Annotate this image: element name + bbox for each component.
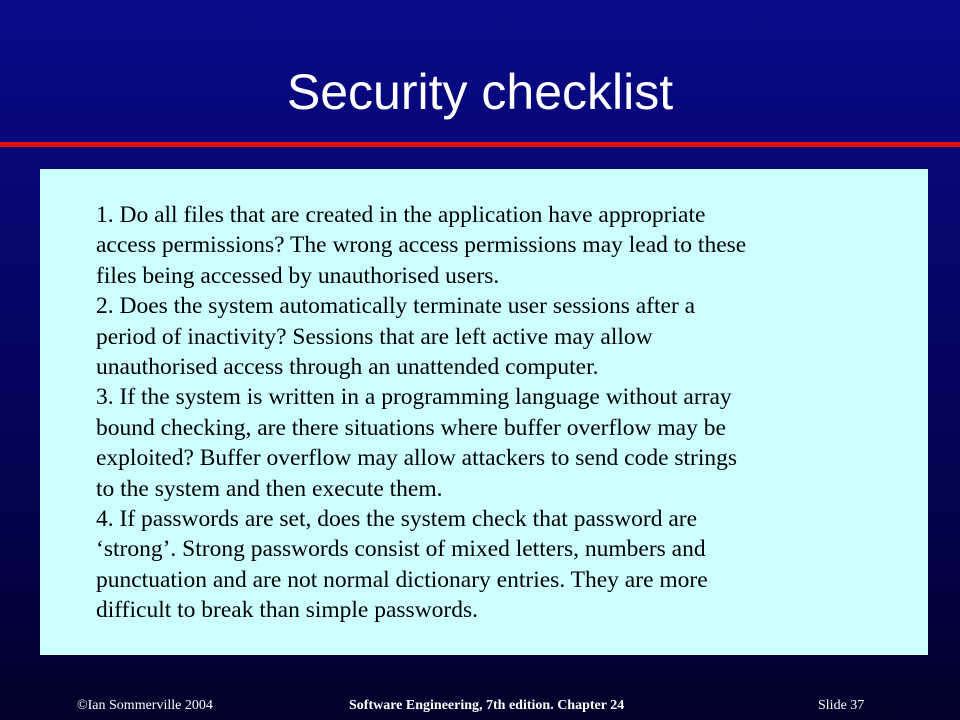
slide-title: Security checklist bbox=[286, 64, 674, 120]
footer-copyright: ©Ian Sommerville 2004 bbox=[77, 698, 213, 713]
checklist-box bbox=[40, 169, 928, 655]
footer-slide-number: Slide 37 bbox=[818, 698, 865, 713]
checklist-text: 1. Do all files that are created in the application have appropriate access permissions? The wrong access permissions may lead to these files being accessed by unauthorised users. 2. Does the system automatically terminate user sessions after a period of inactivity? Sessions that are left active may allow unauthorised access through an unattended computer. 3. If the system is written in a programming language without array bound checking, are there situations where buffer overflow may be exploited? Buffer overflow may allow attackers to send code strings to the system and then execute them. 4. If passwords are set, does the system check that password are ‘strong’. Strong passwords consist of mixed letters, numbers and punctuation and are not normal dictionary entries. They are more difficult to break than simple passwords. bbox=[96, 202, 747, 624]
footer-book-title: Software Engineering, 7th edition. Chapter 24 bbox=[349, 698, 625, 713]
title-divider bbox=[0, 142, 960, 147]
